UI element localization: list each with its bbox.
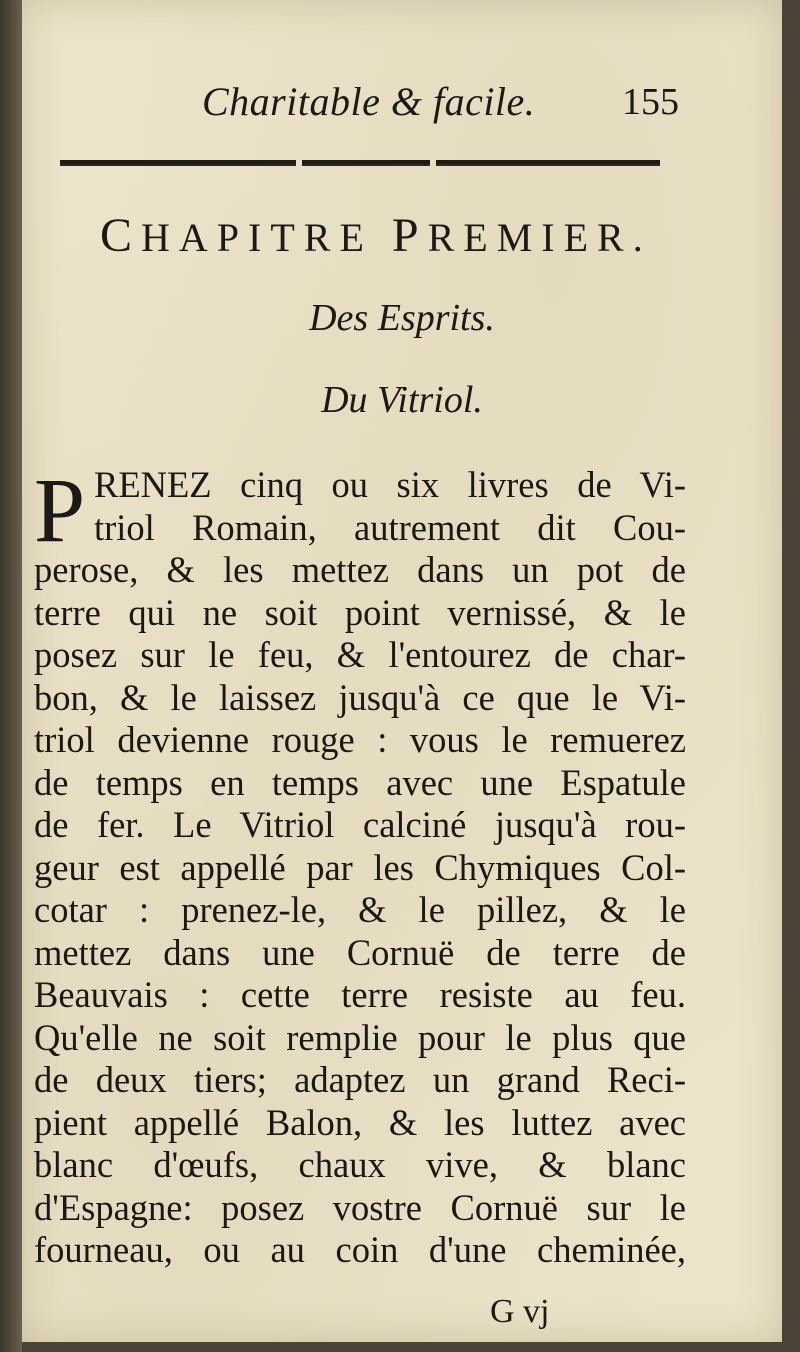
text-line: geur est appellé par les Chymiques Col-: [34, 846, 686, 888]
drop-cap: P: [34, 459, 86, 561]
text-line: triol Romain, autrement dit Cou-: [94, 506, 686, 548]
text-line: pient appellé Balon, & les luttez avec: [34, 1101, 686, 1143]
page-number: 155: [622, 81, 679, 123]
text-line: fourneau, ou au coin d'une cheminée,: [34, 1229, 686, 1270]
header-rule: [60, 160, 660, 170]
section-heading: Des Esprits.: [309, 297, 495, 339]
text-line: triol devienne rouge : vous le remuerez: [34, 719, 686, 760]
rule-segment: [436, 160, 660, 166]
subsection-heading: Du Vitriol.: [321, 379, 483, 421]
text-line: terre qui ne soit point vernissé, & le: [34, 591, 686, 633]
text-line: d'Espagne: posez vostre Cornuë sur le: [34, 1186, 686, 1228]
running-title: Charitable & facile.: [202, 79, 536, 124]
chapter-heading: CHAPITRE PREMIER.: [100, 209, 652, 262]
text-line: cotar : prenez-le, & le pillez, & le: [34, 889, 686, 930]
rule-segment: [60, 160, 296, 166]
text-line: blanc d'œufs, chaux vive, & blanc: [34, 1144, 686, 1185]
text-line: RENEZ cinq ou six livres de Vi-: [94, 464, 686, 505]
rule-segment: [302, 160, 430, 166]
text-line: Qu'elle ne soit remplie pour le plus que: [34, 1016, 686, 1058]
text-line: de temps en temps avec une Espatule: [34, 761, 686, 803]
book-page: [22, 0, 782, 1342]
body-text: [34, 459, 686, 1272]
text-line: bon, & le laissez jusqu'à ce que le Vi-: [34, 676, 686, 718]
book-gutter: [0, 0, 22, 1352]
text-line: Beauvais : cette terre resiste au feu.: [34, 974, 686, 1015]
running-head: [22, 78, 782, 132]
text-line: mettez dans une Cornuë de terre de: [34, 931, 686, 973]
text-line: perose, & les mettez dans un pot de: [34, 549, 686, 590]
text-line: posez sur le feu, & l'entourez de char-: [34, 634, 686, 675]
catchword: G vj: [490, 1293, 550, 1330]
text-line: de deux tiers; adaptez un grand Reci-: [34, 1059, 686, 1100]
text-line: de fer. Le Vitriol calciné jusqu'à rou-: [34, 804, 686, 845]
